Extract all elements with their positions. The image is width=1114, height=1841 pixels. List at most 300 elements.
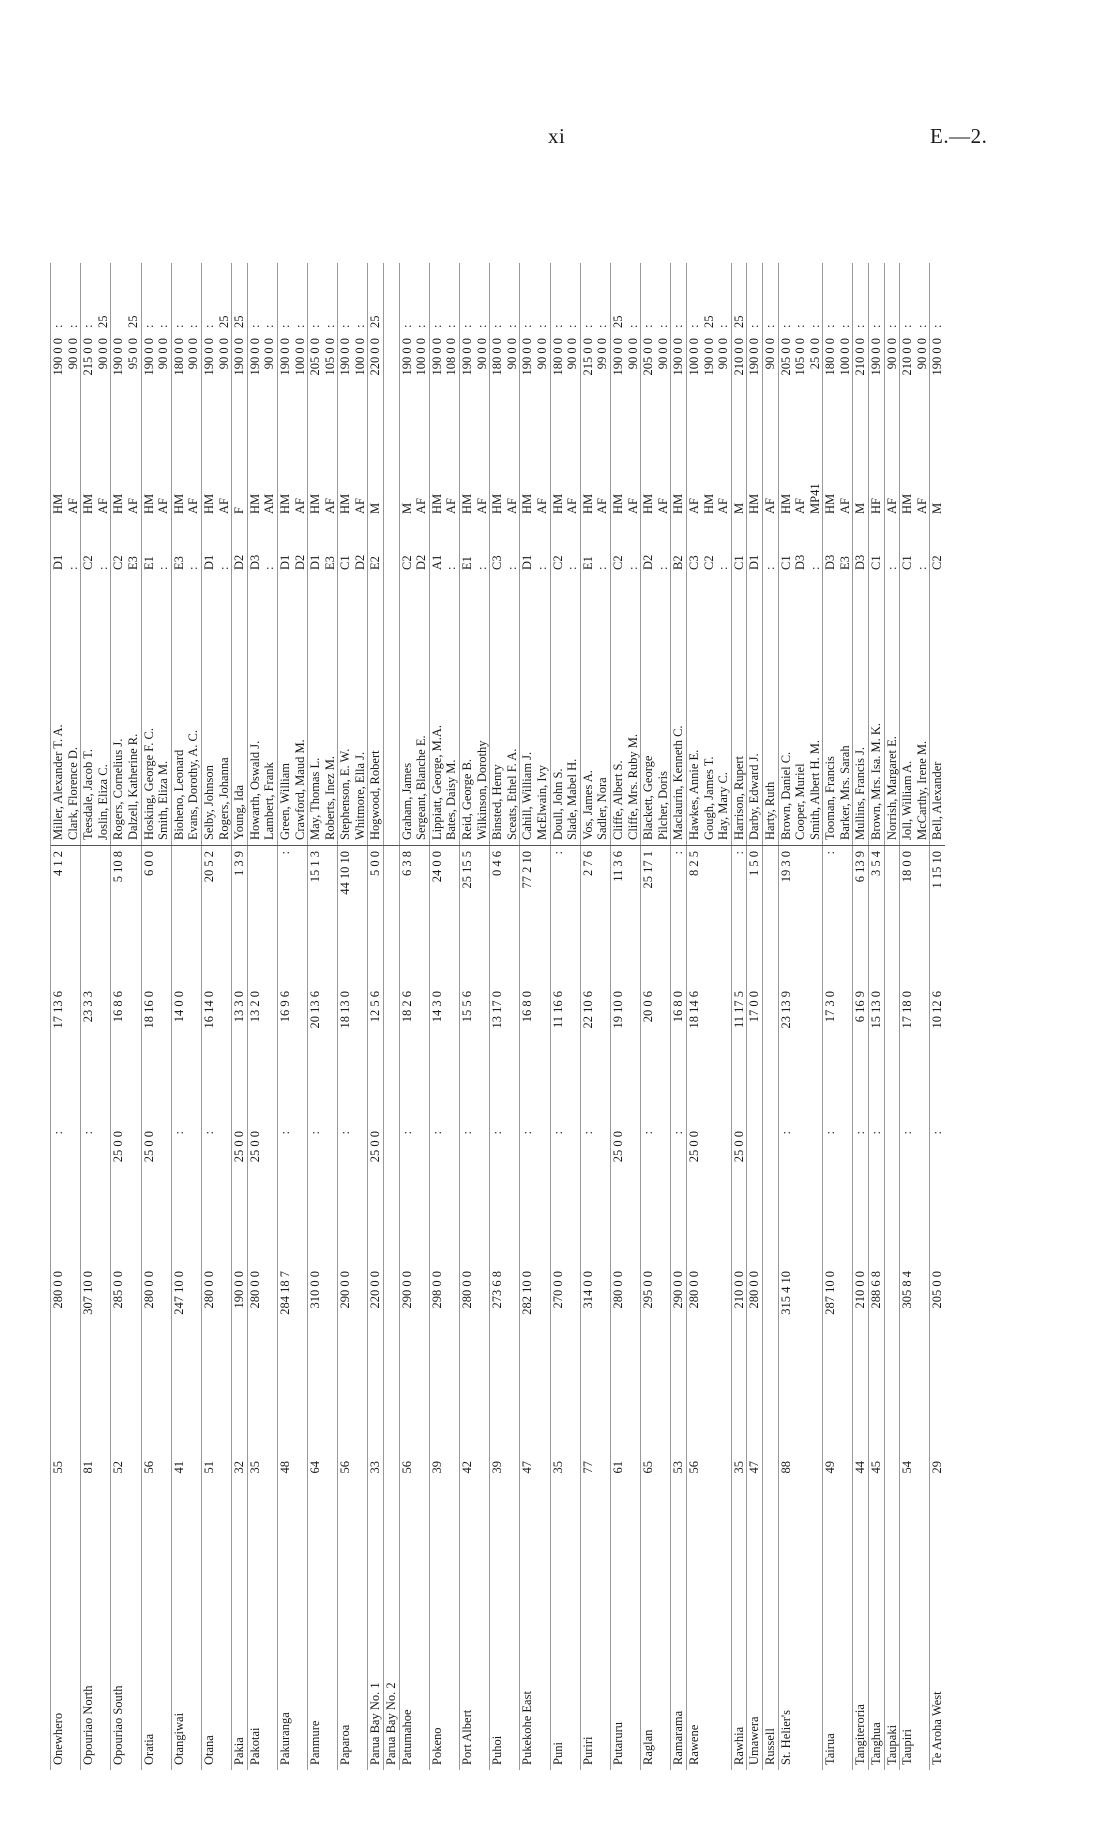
expenditure-cell (156, 986, 171, 1126)
allowance-cell: 25 (232, 263, 248, 333)
expenditure-cell: 11 16 6 (550, 986, 565, 1126)
extra-cell: 15 1 3 (308, 846, 323, 987)
teacher-name-cell: Green, William (277, 575, 292, 846)
expenditure-cell: 18 14 6 (686, 986, 701, 1126)
classification-cell: D2 (352, 554, 367, 570)
school-name-cell (838, 1510, 853, 1770)
allowance-cell: : (247, 263, 262, 333)
table-row (384, 263, 400, 1770)
attendance-cell: 48 (277, 1456, 292, 1510)
classification-cell: D3 (853, 519, 869, 575)
teacher-name-cell: Vos, James A. (580, 575, 595, 846)
position-cell: HF (869, 463, 885, 519)
salary-cell: 90 0 0 (565, 338, 580, 370)
classification-cell: C1 (900, 519, 915, 575)
allowance-cell: : (671, 263, 687, 333)
table-row (475, 263, 490, 1770)
classification-cell: : (807, 566, 822, 570)
attendance-cell (716, 1456, 731, 1510)
salary-cell: 205 0 0 (308, 333, 323, 463)
allowance-cell: : (65, 324, 80, 328)
classification-cell: C2 (930, 519, 945, 575)
position-cell: AF (884, 463, 900, 519)
school-name-cell (262, 1510, 277, 1770)
position-cell: AF (65, 498, 80, 514)
allowance-cell: : (686, 263, 701, 333)
vote-cell (626, 1266, 641, 1456)
school-name-cell (323, 1510, 338, 1770)
vote-cell (66, 1266, 81, 1456)
allowance-cell: : (625, 324, 640, 328)
classification-cell: D1 (308, 519, 323, 575)
allowance-cell: : (338, 263, 353, 333)
position-cell: AF (504, 498, 519, 514)
teacher-name-cell: McElwain, Ivy (535, 575, 550, 846)
extra-cell (656, 846, 671, 987)
attendance-cell: 32 (232, 1456, 248, 1510)
vote-cell (186, 1266, 201, 1456)
school-name-cell: Oratia (141, 1510, 156, 1770)
extra-cell: 5 10 8 (111, 846, 126, 987)
position-cell (384, 463, 400, 519)
expenditure-cell: 13 17 0 (490, 986, 505, 1126)
expenditure-cell: 18 16 0 (141, 986, 156, 1126)
expenditure-cell (66, 986, 81, 1126)
classification-cell: E1 (460, 519, 475, 575)
extra-cell (716, 846, 731, 987)
salary-cell: 220 0 0 (368, 333, 384, 463)
position-cell: HM (823, 463, 838, 519)
attendance-cell (156, 1456, 171, 1510)
extra-cell: 5 0 0 (368, 846, 384, 987)
position-cell: M (399, 463, 414, 519)
allowance-cell: : (504, 324, 519, 328)
building-cell (156, 1126, 171, 1266)
building-cell: 25 0 0 (111, 1126, 126, 1266)
expenditure-cell (262, 986, 277, 1126)
expenditure-cell: 23 13 9 (778, 986, 793, 1126)
allowance-cell: : (595, 324, 610, 328)
salary-cell: 190 0 0 (141, 333, 156, 463)
school-name-cell: Pakotai (247, 1510, 262, 1770)
classification-cell: : (186, 566, 201, 570)
attendance-cell: 64 (308, 1456, 323, 1510)
building-cell (353, 1126, 368, 1266)
teacher-name-cell: Smith, Eliza M. (156, 575, 171, 846)
extra-cell: 8 2 5 (686, 846, 701, 987)
building-cell: : (460, 1126, 475, 1266)
position-cell: M (853, 463, 869, 519)
building-cell: : (429, 1126, 444, 1266)
building-cell: : (900, 1126, 915, 1266)
teacher-name-cell: Gough, James T. (702, 575, 717, 846)
extra-cell (66, 846, 81, 987)
extra-cell: 24 0 0 (429, 846, 444, 987)
vote-cell: 290 0 0 (399, 1266, 414, 1456)
school-name-cell (293, 1510, 308, 1770)
school-name-cell (716, 1510, 731, 1770)
position-cell: HM (610, 463, 625, 519)
position-cell: HM (747, 463, 763, 519)
extra-cell: 6 0 0 (141, 846, 156, 987)
classification-cell: E3 (837, 556, 852, 570)
position-cell: HM (671, 463, 687, 519)
building-cell (414, 1126, 429, 1266)
building-cell (126, 1126, 141, 1266)
building-cell: : (520, 1126, 535, 1266)
building-cell (384, 1126, 400, 1266)
vote-cell (915, 1266, 930, 1456)
salary-cell: 190 0 0 (51, 333, 66, 463)
building-cell: 25 0 0 (247, 1126, 262, 1266)
expenditure-cell (793, 986, 808, 1126)
allowance-cell: : (716, 324, 731, 328)
extra-cell: 6 3 8 (399, 846, 414, 987)
allowance-cell: : (580, 263, 595, 333)
allowance-cell: : (869, 263, 885, 333)
attendance-cell: 56 (399, 1456, 414, 1510)
salary-cell: 90 0 0 (914, 338, 929, 370)
position-cell: HM (81, 463, 96, 519)
building-cell (626, 1126, 641, 1266)
attendance-cell: 41 (171, 1456, 186, 1510)
vote-cell (444, 1266, 459, 1456)
attendance-cell (444, 1456, 459, 1510)
vote-cell: 280 0 0 (141, 1266, 156, 1456)
attendance-cell (217, 1456, 232, 1510)
classification-cell: : (914, 566, 929, 570)
school-name-cell: Opouriao South (111, 1510, 126, 1770)
allowance-cell: : (474, 324, 489, 328)
table-row (505, 263, 520, 1770)
table-row (368, 263, 384, 1770)
attendance-cell: 54 (900, 1456, 915, 1510)
allowance-cell: : (823, 263, 838, 333)
school-name-cell: Puni (550, 1510, 565, 1770)
allowance-cell (111, 263, 126, 333)
vote-cell: 280 0 0 (747, 1266, 763, 1456)
table-row (490, 263, 505, 1770)
classification-cell: C2 (610, 519, 625, 575)
school-name-cell: Pakia (232, 1510, 248, 1770)
extra-cell (626, 846, 641, 987)
allowance-cell: : (535, 324, 549, 328)
teacher-name-cell: Barker, Mrs. Sarah (838, 575, 853, 846)
attendance-cell: 52 (111, 1456, 126, 1510)
building-cell (884, 1126, 900, 1266)
salary-cell: 215 0 0 (580, 333, 595, 463)
building-cell: 25 0 0 (368, 1126, 384, 1266)
paper-reference: E.—2. (930, 124, 988, 148)
position-cell: HM (520, 463, 535, 519)
vote-cell (323, 1266, 338, 1456)
salary-cell: 180 0 0 (490, 333, 505, 463)
teacher-name-cell: Whitmore, Ella J. (353, 575, 368, 846)
expenditure-cell (96, 986, 111, 1126)
position-cell: AF (156, 498, 171, 514)
table-row (201, 263, 216, 1770)
building-cell (716, 1126, 731, 1266)
table-row (141, 263, 156, 1770)
salary-cell: 190 0 0 (460, 333, 475, 463)
vote-cell: 280 0 0 (686, 1266, 701, 1456)
table-row (520, 263, 535, 1770)
teacher-name-cell: Sadler, Nora (595, 575, 610, 846)
teacher-name-cell: Blackett, George (641, 575, 656, 846)
table-row (930, 263, 945, 1770)
vote-cell: 280 0 0 (247, 1266, 262, 1456)
school-name-cell: Putaruru (610, 1510, 625, 1770)
vote-cell (156, 1266, 171, 1456)
attendance-cell (414, 1456, 429, 1510)
table-row (232, 263, 248, 1770)
classification-cell: D2 (292, 554, 307, 570)
expenditure-cell: 12 5 6 (368, 986, 384, 1126)
position-cell: AM (262, 493, 277, 514)
building-cell (656, 1126, 671, 1266)
building-cell: : (778, 1126, 793, 1266)
salary-cell: 205 0 0 (641, 333, 656, 463)
classification-cell: C2 (399, 519, 414, 575)
table-row (595, 263, 610, 1770)
school-name-cell: Panmure (308, 1510, 323, 1770)
table-row (66, 263, 81, 1770)
classification-cell: C1 (869, 519, 885, 575)
expenditure-cell (323, 986, 338, 1126)
expenditure-cell (565, 986, 580, 1126)
building-cell: : (399, 1126, 414, 1266)
extra-cell (884, 846, 900, 987)
teacher-name-cell: Graham, James (399, 575, 414, 846)
position-cell: HM (580, 463, 595, 519)
salary-cell: 190 0 0 (201, 333, 216, 463)
table-row (323, 263, 338, 1770)
salary-cell (384, 333, 400, 463)
extra-cell (762, 846, 778, 987)
teacher-name-cell: Crawford, Maud M. (293, 575, 308, 846)
position-cell: AF (352, 498, 367, 514)
position-cell: HM (201, 463, 216, 519)
attendance-cell: 51 (201, 1456, 216, 1510)
building-cell (702, 1126, 717, 1266)
expenditure-cell (475, 986, 490, 1126)
position-cell: HM (141, 463, 156, 519)
expenditure-cell (626, 986, 641, 1126)
classification-cell: E3 (322, 556, 337, 570)
allowance-cell: : (186, 324, 201, 328)
position-cell: HM (338, 463, 353, 519)
teacher-name-cell: Evans, Dorothy, A. C. (186, 575, 201, 846)
table-row (671, 263, 687, 1770)
school-name-cell: Russell (762, 1510, 778, 1770)
allowance-cell: : (853, 263, 869, 333)
attendance-cell (323, 1456, 338, 1510)
school-name-cell (186, 1510, 201, 1770)
attendance-cell: 29 (930, 1456, 945, 1510)
teacher-name-cell: Binsted, Henry (490, 575, 505, 846)
salary-cell: 205 0 0 (778, 333, 793, 463)
table-row (338, 263, 353, 1770)
table-row (626, 263, 641, 1770)
extra-cell: : (277, 846, 292, 987)
vote-cell (217, 1266, 232, 1456)
position-cell: AF (655, 498, 670, 514)
position-cell: HM (308, 463, 323, 519)
attendance-cell (565, 1456, 580, 1510)
table-row (111, 263, 126, 1770)
table-row (731, 263, 747, 1770)
school-name-cell (126, 1510, 141, 1770)
salary-cell: 190 0 0 (701, 338, 716, 376)
expenditure-cell: 13 3 0 (232, 986, 248, 1126)
attendance-cell (384, 1456, 400, 1510)
school-name-cell: Taupaki (884, 1510, 900, 1770)
table-row (247, 263, 262, 1770)
allowance-cell: 25 (368, 263, 384, 333)
school-name-cell: Taupiri (900, 1510, 915, 1770)
position-cell: AF (474, 498, 489, 514)
attendance-cell (884, 1456, 900, 1510)
salary-cell: 95 0 0 (125, 338, 140, 370)
classification-cell: : (444, 566, 459, 570)
position-cell: HM (900, 463, 915, 519)
allowance-cell: : (141, 263, 156, 333)
table-row (869, 263, 885, 1770)
allowance-cell: : (747, 263, 763, 333)
expenditure-cell (884, 986, 900, 1126)
building-cell (96, 1126, 111, 1266)
allowance-cell: 25 (95, 315, 110, 328)
expenditure-cell (505, 986, 520, 1126)
extra-cell (353, 846, 368, 987)
allowance-cell: : (171, 263, 186, 333)
allowance-cell: : (778, 263, 793, 333)
table-row (656, 263, 671, 1770)
classification-cell: : (884, 519, 900, 575)
teacher-name-cell: Hogwood, Robert (368, 575, 384, 846)
teacher-name-cell: Hawkes, Annie E. (686, 575, 701, 846)
attendance-cell: 35 (247, 1456, 262, 1510)
vote-cell: 270 0 0 (550, 1266, 565, 1456)
classification-cell: C1 (338, 519, 353, 575)
table-row (293, 263, 308, 1770)
extra-cell (96, 846, 111, 987)
salary-cell: 190 0 0 (747, 333, 763, 463)
building-cell: : (853, 1126, 869, 1266)
position-cell: AF (837, 498, 852, 514)
expenditure-cell (414, 986, 429, 1126)
expenditure-cell: 22 10 6 (580, 986, 595, 1126)
classification-cell: A1 (429, 519, 444, 575)
teacher-name-cell: Bates, Daisy M. (444, 575, 459, 846)
salary-cell: 100 0 0 (837, 338, 852, 376)
teacher-name-cell: Hay, Mary C. (716, 575, 731, 846)
vote-cell (565, 1266, 580, 1456)
vote-cell (414, 1266, 429, 1456)
allowance-cell: : (762, 263, 778, 333)
allowance-cell: : (277, 263, 292, 333)
building-cell (915, 1126, 930, 1266)
salary-cell: 190 0 0 (671, 333, 687, 463)
teacher-name-cell: Mullins, Francis J. (853, 575, 869, 846)
teacher-name-cell: Brown, Daniel C. (778, 575, 793, 846)
building-cell (565, 1126, 580, 1266)
salary-cell: 105 0 0 (322, 338, 337, 376)
attendance-cell (353, 1456, 368, 1510)
school-name-cell: Pukekohe East (520, 1510, 535, 1770)
attendance-cell: 65 (641, 1456, 656, 1510)
attendance-cell (838, 1456, 853, 1510)
extra-cell: 44 10 10 (338, 846, 353, 987)
classification-cell: : (65, 566, 80, 570)
table-row (610, 263, 625, 1770)
salary-cell: 100 0 0 (292, 338, 307, 376)
attendance-cell (505, 1456, 520, 1510)
position-cell: HM (550, 463, 565, 519)
teacher-name-cell: Joll, William A. (900, 575, 915, 846)
position-cell: AF (914, 498, 929, 514)
attendance-cell: 56 (141, 1456, 156, 1510)
table-row (915, 263, 930, 1770)
vote-cell (762, 1266, 778, 1456)
expenditure-cell: 11 17 5 (731, 986, 747, 1126)
extra-cell (171, 846, 186, 987)
salary-cell: 210 0 0 (853, 333, 869, 463)
position-cell: AF (535, 498, 549, 514)
table-row (399, 263, 414, 1770)
school-name-cell: Opouriao North (81, 1510, 96, 1770)
salary-cell: 210 0 0 (731, 333, 747, 463)
expenditure-cell (353, 986, 368, 1126)
school-name-cell: Onewhero (51, 1510, 66, 1770)
classification-cell: C1 (778, 519, 793, 575)
expenditure-cell (293, 986, 308, 1126)
building-cell (595, 1126, 610, 1266)
expenditure-cell: 15 13 0 (869, 986, 885, 1126)
vote-cell (96, 1266, 111, 1456)
building-cell: 25 0 0 (232, 1126, 248, 1266)
building-cell (762, 1126, 778, 1266)
building-cell: : (277, 1126, 292, 1266)
allowance-cell: : (444, 324, 459, 328)
table-row (884, 263, 900, 1770)
extra-cell (384, 846, 400, 987)
classification-cell: E1 (580, 519, 595, 575)
attendance-cell (66, 1456, 81, 1510)
expenditure-cell (444, 986, 459, 1126)
attendance-cell (915, 1456, 930, 1510)
attendance-cell (595, 1456, 610, 1510)
rotated-table-container (50, 190, 1050, 1770)
table-row (353, 263, 368, 1770)
school-name-cell (444, 1510, 459, 1770)
building-cell: : (869, 1126, 885, 1266)
teacher-name-cell: Cooper, Muriel (793, 575, 808, 846)
building-cell: : (81, 1126, 96, 1266)
position-cell: AF (186, 498, 201, 514)
classification-cell: D3 (247, 519, 262, 575)
extra-cell: 25 17 1 (641, 846, 656, 987)
expenditure-cell (595, 986, 610, 1126)
salary-cell: 190 0 0 (277, 333, 292, 463)
building-cell (838, 1126, 853, 1266)
building-cell: : (490, 1126, 505, 1266)
teacher-name-cell: Teesdale, Jacob T. (81, 575, 96, 846)
salary-cell: 90 0 0 (625, 338, 640, 370)
position-cell: HM (247, 463, 262, 519)
attendance-cell: 35 (731, 1456, 747, 1510)
salary-cell: 90 0 0 (65, 338, 80, 370)
